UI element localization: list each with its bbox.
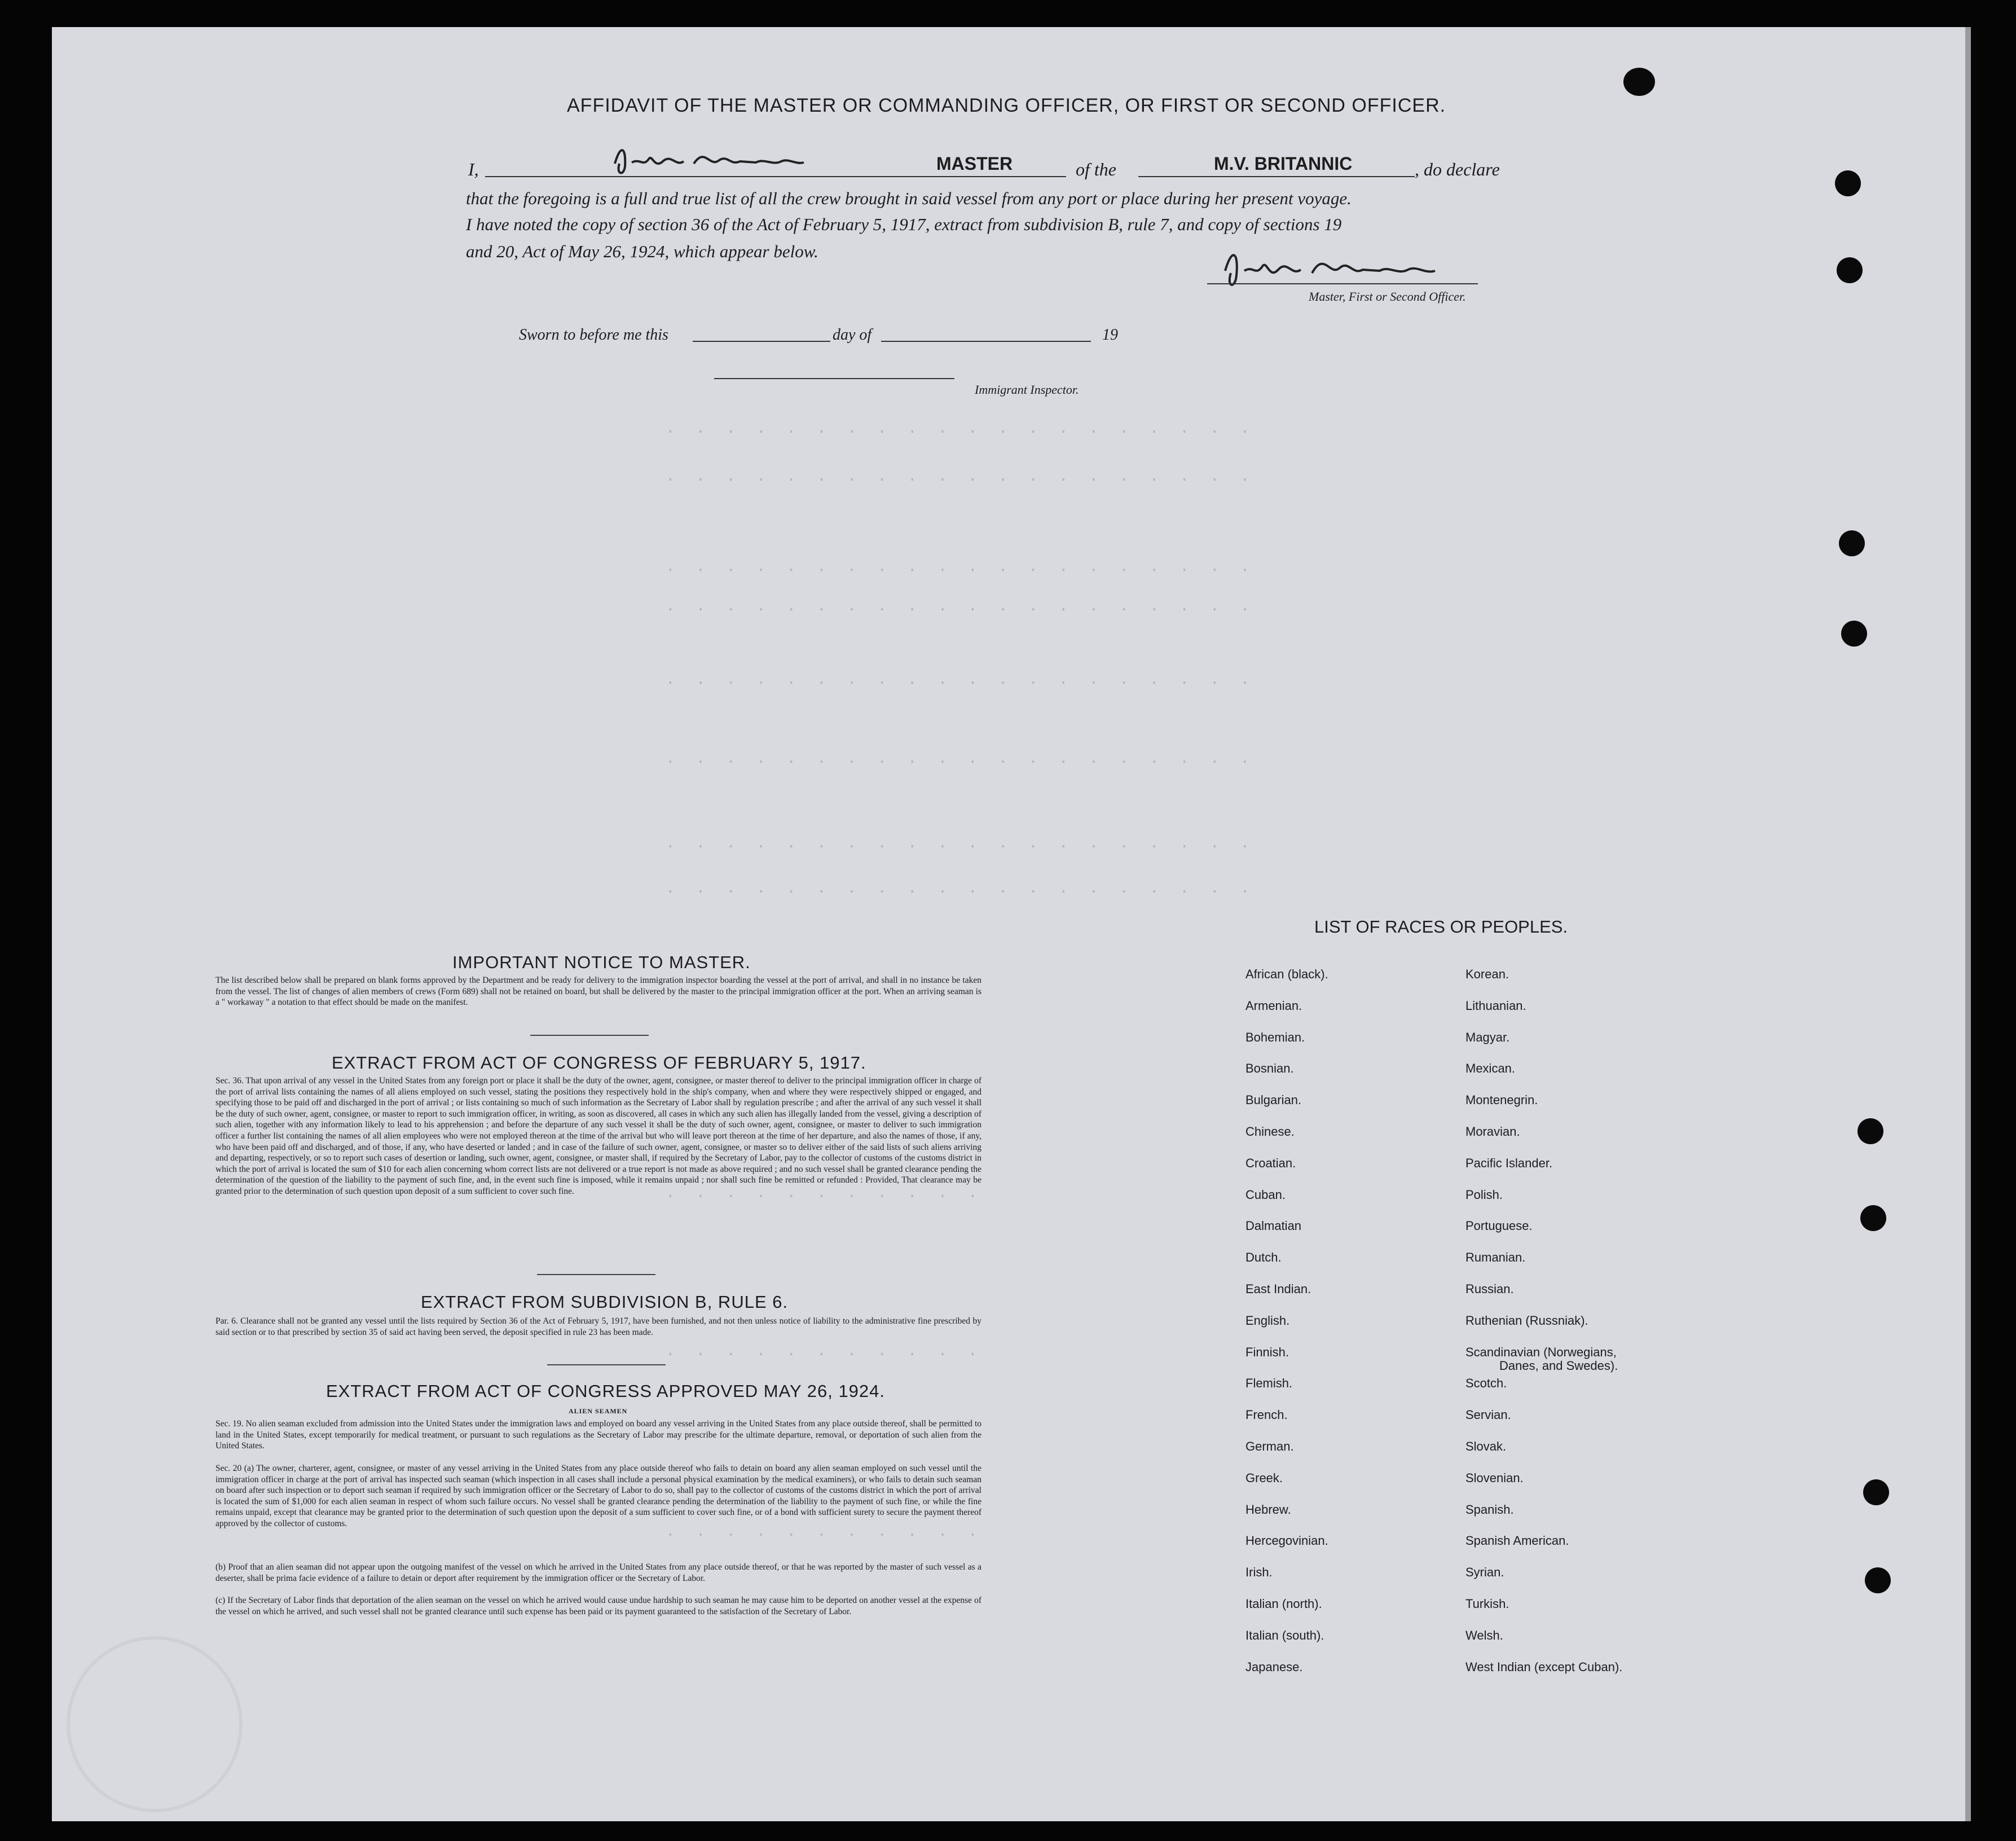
race-item: Cuban. [1245,1188,1286,1202]
race-item: Scandinavian (Norwegians, [1465,1345,1617,1359]
race-item: Irish. [1245,1565,1273,1579]
affidavit-line-3: I have noted the copy of section 36 of the Act of February 5, 1917, extract from subdivision B, rule 7, and copy of sections 19 [466,214,1342,234]
race-item: Portuguese. [1465,1219,1533,1233]
section-divider [530,1035,649,1036]
race-item: Slovak. [1465,1439,1507,1453]
bleed-through-row: . . . . . . . . . . . . . . . . . . . . [666,420,1256,438]
race-item: Polish. [1465,1188,1503,1202]
document-page [52,27,1965,1821]
binder-hole [1857,1118,1883,1144]
bleed-through-row: . . . . . . . . . . . [666,1343,983,1360]
signature-caption: Master, First or Second Officer. [1309,289,1466,304]
race-item: Magyar. [1465,1030,1510,1044]
race-item: Italian (north). [1245,1597,1322,1611]
day-of-label: day of [833,326,872,344]
section-divider [547,1364,666,1365]
race-item: East Indian. [1245,1282,1311,1296]
race-item: Servian. [1465,1408,1511,1422]
sworn-day-line [693,341,830,342]
inspector-caption: Immigrant Inspector. [975,383,1079,397]
race-item: Lithuanian. [1465,999,1526,1013]
binder-hole [1837,257,1863,283]
race-item: Bosnian. [1245,1061,1294,1075]
race-item: African (black). [1245,967,1328,981]
race-item: Spanish. [1465,1502,1514,1517]
binder-hole [1863,1479,1889,1505]
binder-hole [1841,621,1867,647]
binder-hole [1860,1205,1886,1231]
year-label: 19 [1102,326,1118,344]
race-item: Scotch. [1465,1376,1507,1390]
binder-hole [1839,530,1865,556]
race-item: German. [1245,1439,1294,1453]
master-value: MASTER [936,153,1013,174]
extract-1924-sec19: Sec. 19. No alien seaman excluded from admission into the United States under the immigration laws and employed on board any vessel arriving in the United States from any place outside thereof, shall be permitted to land in the United States, except temporarily for medical treatment, or pursuant to such regulations as the Secretary of Labor may prescribe for the ultimate departure, removal, or deportation of such alien from the United States. [215,1419,981,1451]
races-title: LIST OF RACES OR PEOPLES. [1314,917,1568,937]
bleed-through-row: . . . . . . . . . . . [666,1523,983,1541]
race-item: Hebrew. [1245,1502,1291,1517]
race-item: Croatian. [1245,1156,1296,1170]
affidavit-title: AFFIDAVIT OF THE MASTER OR COMMANDING OFFICER, OR FIRST OR SECOND OFFICER. [567,95,1446,116]
alien-seamen-subtitle: ALIEN SEAMEN [569,1407,628,1415]
i-label: I, [468,159,479,179]
race-item: Ruthenian (Russniak). [1465,1313,1588,1328]
sworn-month-line [881,341,1091,342]
notice-title: IMPORTANT NOTICE TO MASTER. [452,952,751,972]
race-item: Bohemian. [1245,1030,1305,1044]
race-item: Korean. [1465,967,1509,981]
bleed-through-row: . . . . . . . . . . . . . . . . . . . . [666,835,1256,853]
subdivision-b-text: Par. 6. Clearance shall not be granted any vessel until the lists required by Section 36 of the Act of February 5, 1917, have been furnished, and not then unless notice of liability to the administrative fine prescribed by said section or to that prescribed by section 35 of said act having been served, the deposit specified in rule 23 has been made. [215,1316,981,1337]
race-item: Slovenian. [1465,1471,1524,1485]
page-edge [1965,27,1971,1821]
affidavit-line-2: that the foregoing is a full and true list of all the crew brought in said vessel from any port or place during her present voyage. [466,188,1352,208]
section-divider [537,1274,655,1275]
extract-1924-sec20a: Sec. 20 (a) The owner, charterer, agent, consignee, or master of any vessel arriving in the United States from any place outside thereof who fails to detain on board any alien seaman employed on such vessel until the immigration officer in charge at the port of arrival has inspected such seaman (which inspection in all cases shall include a personal physical examination by the medical examiners), or who fails to detain such seaman on board after such inspection or to deport such seaman if required by such immigration officer or the Secretary of Labor to do so, shall pay to the collector of customs of the customs district in which the port of arrival is located the sum of $1,000 for each alien seaman in respect of whom such failure occurs. No vessel shall be granted clearance pending the determination of the liability to the payment of such fine, or while the fine remains unpaid, except that clearance may be granted prior to the determination of such question upon the deposit of a sum sufficient to cover such fine, or of a bond with sufficient surety to secure the payment thereof approved by the collector of customs. [215,1464,981,1528]
bleed-through-row: . . . . . . . . . . . . . . . . . . . . [666,468,1256,486]
signature-line [1207,283,1478,284]
race-item: Chinese. [1245,1124,1295,1139]
faded-seal-stamp [67,1636,243,1812]
race-item: Dutch. [1245,1250,1282,1264]
race-item: Turkish. [1465,1597,1509,1611]
bleed-through-row: . . . . . . . . . . . [666,1185,983,1202]
binder-hole [1835,170,1861,196]
extract-1924-title: EXTRACT FROM ACT OF CONGRESS APPROVED MAY 26, 1924. [326,1381,886,1401]
race-item: Pacific Islander. [1465,1156,1553,1170]
race-item: Armenian. [1245,999,1302,1013]
binder-hole [1865,1567,1891,1593]
race-item: Syrian. [1465,1565,1504,1579]
inspector-line [714,378,954,379]
bleed-through-row: . . . . . . . . . . . . . . . . . . . . [666,880,1256,898]
do-declare-label: , do declare [1415,159,1500,179]
master-signature [1218,244,1455,295]
extract-1917-title: EXTRACT FROM ACT OF CONGRESS OF FEBRUARY 5, 1917. [332,1053,866,1073]
sworn-prefix: Sworn to before me this [519,326,668,344]
notice-text: The list described below shall be prepared on blank forms approved by the Department and be ready for delivery to the immigration inspector boarding the vessel at the port of arrival, and shall in no instance be taken from the vessel. The list of changes of alien members of crews (Form 689) shall not be retained on board, but shall be delivered by the master to the principal immigration officer at the port. When an arriving seaman is a " workaway " a notation to that effect should be made on the manifest. [215,976,981,1008]
master-signature-inline [609,141,846,181]
subdivision-b-title: EXTRACT FROM SUBDIVISION B, RULE 6. [421,1292,789,1312]
race-item: Japanese. [1245,1660,1303,1674]
race-item: Finnish. [1245,1345,1289,1359]
race-item: Russian. [1465,1282,1514,1296]
bleed-through-row: . . . . . . . . . . . . . . . . . . . . [666,671,1256,689]
race-item: English. [1245,1313,1290,1328]
race-item: West Indian (except Cuban). [1465,1660,1623,1674]
race-item: French. [1245,1408,1288,1422]
race-item: Bulgarian. [1245,1093,1302,1107]
bleed-through-row: . . . . . . . . . . . . . . . . . . . . [666,750,1256,768]
race-item: Greek. [1245,1471,1283,1485]
race-item: Hercegovinian. [1245,1534,1328,1548]
extract-1924-sec20b: (b) Proof that an alien seaman did not appear upon the outgoing manifest of the vessel on which he arrived in the United States from any place outside thereof, or that he was reported by the master of such vessel as a deserter, shall be prima facie evidence of a failure to detain or deport after requirement by the immigration officer or the Secretary of Labor. [215,1562,981,1583]
affidavit-line-4: and 20, Act of May 26, 1924, which appear below. [466,241,818,261]
race-item: Mexican. [1465,1061,1516,1075]
of-the-label: of the [1076,159,1116,179]
race-item: Dalmatian [1245,1219,1302,1233]
bleed-through-row: . . . . . . . . . . . . . . . . . . . . [666,559,1256,576]
race-item: Welsh. [1465,1628,1503,1642]
race-item: Rumanian. [1465,1250,1526,1264]
bleed-through-row: . . . . . . . . . . . . . . . . . . . . [666,598,1256,616]
race-item: Italian (south). [1245,1628,1324,1642]
extract-1917-text: Sec. 36. That upon arrival of any vessel in the United States from any foreign port or place it shall be the duty of the owner, agent, consignee, or master thereof to deliver to the principal immigration officer in charge of the port of arrival lists containing the names of all aliens employed on such vessel, stating the positions they respectively hold in the ship's company, when and where they were respectively shipped or engaged, and specifying those to be paid off and discharged in the port of arrival ; or lists containing so much of such information as the Secretary of Labor shall by regulation prescribe ; and after the arrival of any such vessel it shall be the duty of such owner, agent, consignee, or master to report to such immigration officer, in writing, as soon as discovered, all cases in which any such alien has illegally landed from the vessel, giving a description of such alien, together with any information likely to lead to his apprehension ; and before the departure of any such vessel it shall be the duty of such owner, agent, consignee, or master to deliver to such immigration officer a further list containing the names of all alien employees who were not employed thereon at the time of the arrival but who will leave port thereon at the time of her departure, and also the names of those, if any, who have been paid off and discharged, and of those, if any, who have deserted or landed ; and in case of the failure of such owner, agent, consignee, or master so to deliver either of the said lists of such aliens arriving and departing, respectively, or so to report such cases of desertion or landing, such owner, agent, consignee, or master shall, if required by the Secretary of Labor, pay to the collector of customs of the customs district in which the port of arrival is located the sum of $10 for each alien concerning whom correct lists are not delivered or a true report is not made as above required ; and no such vessel shall be granted clearance pending the determination of the question of the liability to the payment of such fine, and, in the event such fine is imposed, while it remains unpaid ; nor shall such fine be remitted or refunded : Provided, That clearance may be granted prior to the determination of such question upon deposit of a sum sufficient to cover such fine. [215,1076,981,1196]
binder-hole [1623,68,1655,96]
extract-1924-sec20c: (c) If the Secretary of Labor finds that deportation of the alien seaman on the vessel on which he arrived would cause undue hardship to such seaman he may cause him to be deported on another vessel at the expense of the vessel on which he arrived, and such vessel shall not be granted clearance until such expense has been paid or its payment guaranteed to the satisfaction of the Secretary of Labor. [215,1596,981,1616]
race-item: Danes, and Swedes). [1499,1359,1618,1373]
race-item: Flemish. [1245,1376,1293,1390]
race-item: Spanish American. [1465,1534,1569,1548]
race-item: Moravian. [1465,1124,1520,1139]
race-item: Montenegrin. [1465,1093,1538,1107]
vessel-line [1138,176,1415,177]
vessel-value: M.V. BRITANNIC [1214,153,1353,174]
